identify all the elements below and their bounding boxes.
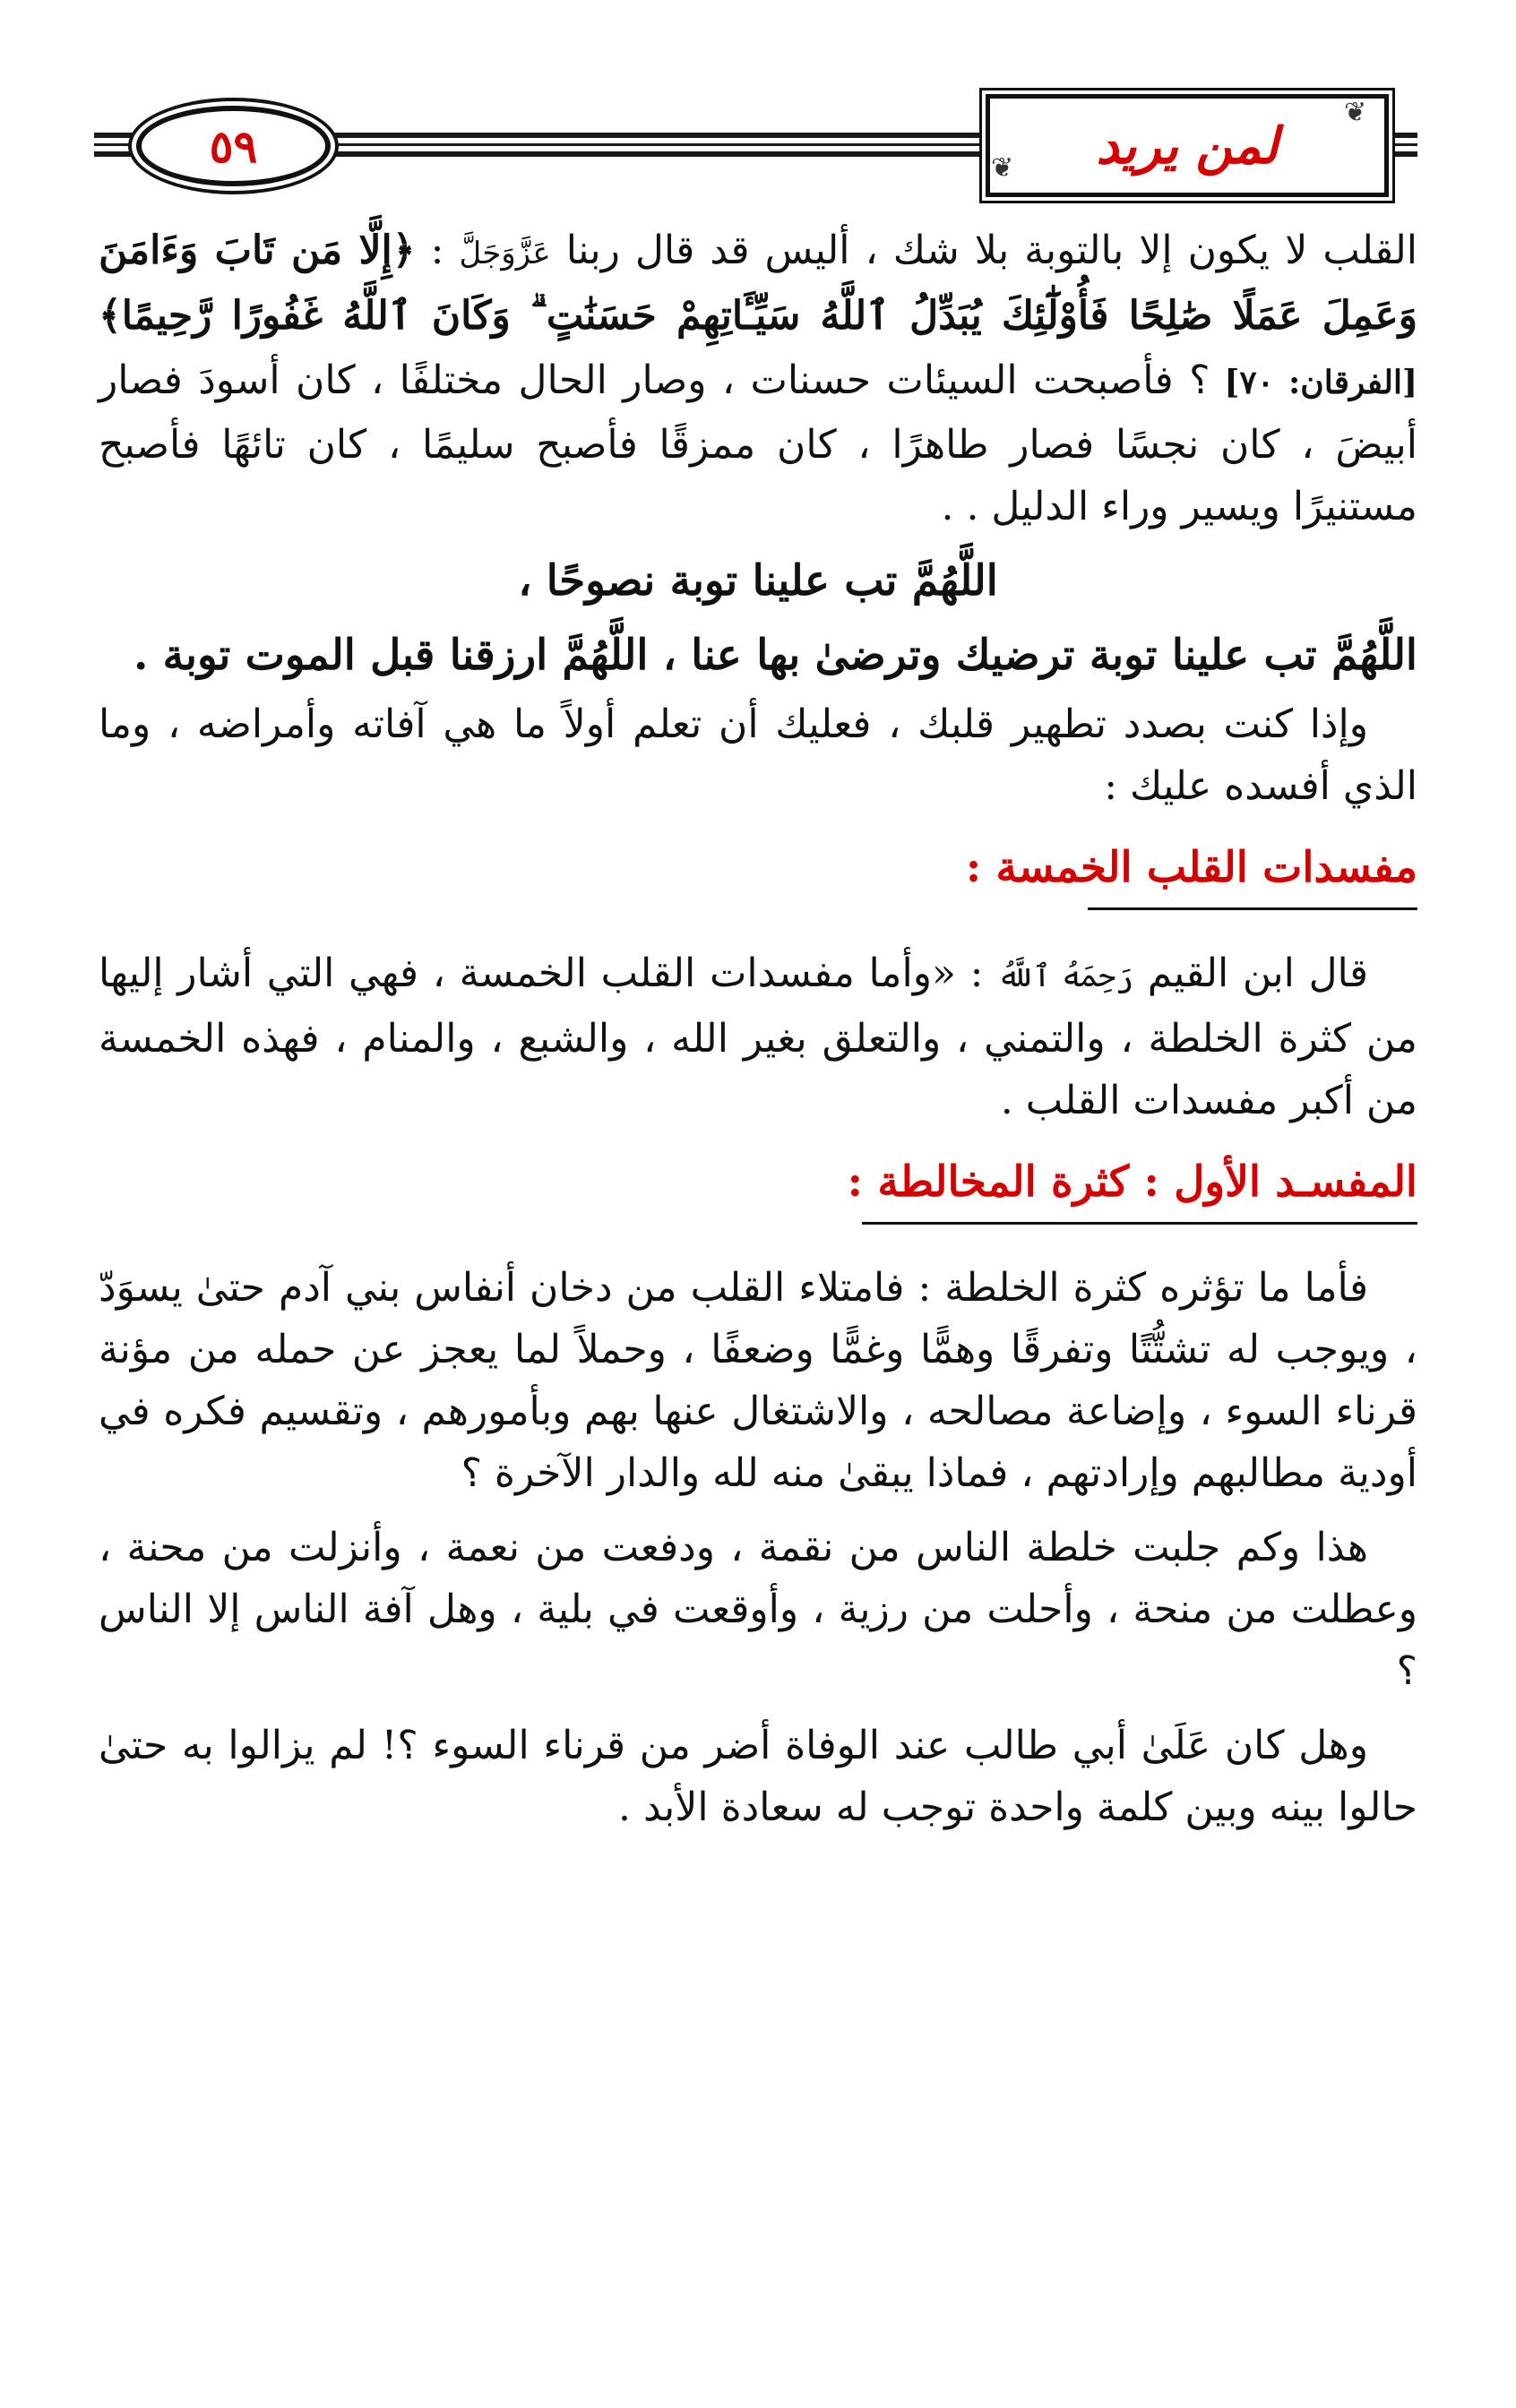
page-number-badge [136, 106, 331, 186]
page-body [99, 219, 1417, 1851]
heading-underline [862, 1222, 1417, 1225]
paragraph-text: القلب لا يكون إلا بالتوبة بلا شك ، أليس قد قال ربنا [550, 228, 1417, 273]
corner-ornament-icon: ❦ [991, 152, 1014, 184]
section-heading: مفسدات القلب الخمسة : [965, 843, 1417, 892]
honorific-text: رَحِمَهُ ٱللَّهُ [997, 959, 1134, 994]
dua-line-1: اللَّهُمَّ تب علينا توبة نصوحًا ، [518, 556, 998, 606]
paragraph-text: : «وأما مفسدات القلب الخمسة ، فهي التي أشار إليها من كثرة الخلطة ، والتمني ، والتعلق بغير الله ، والشبع ، والمنام ، فهذه الخمسة من أكبر مفسدات القلب . [99, 950, 1417, 1123]
paragraph-abu-talib: وهل كان عَلَىٰ أبي طالب عند الوفاة أضر من قرناء السوء ؟! لم يزالوا به حتىٰ حالوا بينه وبين كلمة واحدة توجب له سعادة الأبد . [99, 1723, 1417, 1830]
book-title-box [986, 94, 1389, 197]
dua-line-2: اللَّهُمَّ تب علينا توبة ترضيك وترضىٰ بها عنا ، اللَّهُمَّ ارزقنا قبل الموت توبة . [133, 631, 1417, 680]
paragraph-tawbah [99, 219, 1417, 538]
quran-verse: ﴿إِلَّا مَن تَابَ وَءَامَنَ وَعَمِلَ عَمَلًا صَٰلِحًا فَأُوْلَٰٓئِكَ يُبَدِّلُ ٱللَّهُ سَيِّـَٔاتِهِمْ حَسَنَٰتٍ ۗ وَكَانَ ٱللَّهُ غَفُورًا رَّحِيمًا﴾ [99, 228, 1417, 339]
paragraph-text: ؟ فأصبحت السيئات حسنات ، وصار الحال مختلفًا ، كان أسودَ فصار أبيضَ ، كان نجسًا فصار طاهرًا ، كان ممزقًا فأصبح سليمًا ، كان تائهًا فأصبح مستنيرًا ويسير وراء الدليل . . [99, 357, 1417, 529]
corner-ornament-icon: ❦ [1344, 97, 1367, 128]
heading-underline [1088, 907, 1417, 910]
paragraph-ibn-qayyim [99, 942, 1417, 1131]
paragraph-mixing: فأما ما تؤثره كثرة الخلطة : فامتلاء القلب من دخان أنفاس بني آدم حتىٰ يسوَدّ ، ويوجب له تشتُّتًا وتفرقًا وهمًّا وغمًّا وضعفًا ، وحملاً لما يعجز عن حمله من مؤنة قرناء السوء ، وإضاعة مصالحه ، والاشتغال عنها بهم وبأمورهم ، وتقسيم فكره في أودية مطالبهم وإرادتهم ، فماذا يبقىٰ منه لله والدار الآخرة ؟ [99, 1265, 1417, 1496]
colon-text: : [415, 228, 460, 273]
verse-reference: [الفرقان: ٧٠] [1210, 364, 1417, 401]
page-header [0, 0, 1516, 215]
page-number: ٥٩ [209, 119, 258, 173]
section-heading: المفسـد الأول : كثرة المخالطة : [847, 1157, 1417, 1207]
paragraph-intro: وإذا كنت بصدد تطهير قلبك ، فعليك أن تعلم أولاً ما هي آفاته وأمراضه ، وما الذي أفسده عليك : [99, 701, 1417, 809]
book-title: لمن يريد [1096, 116, 1279, 176]
paragraph-text: قال ابن القيم [1133, 950, 1368, 996]
paragraph-mixing-harm: هذا وكم جلبت خلطة الناس من نقمة ، ودفعت من نعمة ، وأنزلت من محنة ، وعطلت من منحة ، وأحلت من رزية ، وأوقعت في بلية ، وهل آفة الناس إلا الناس ؟ [99, 1525, 1417, 1694]
honorific-text: عَزَّوَجَلَّ [459, 236, 551, 271]
